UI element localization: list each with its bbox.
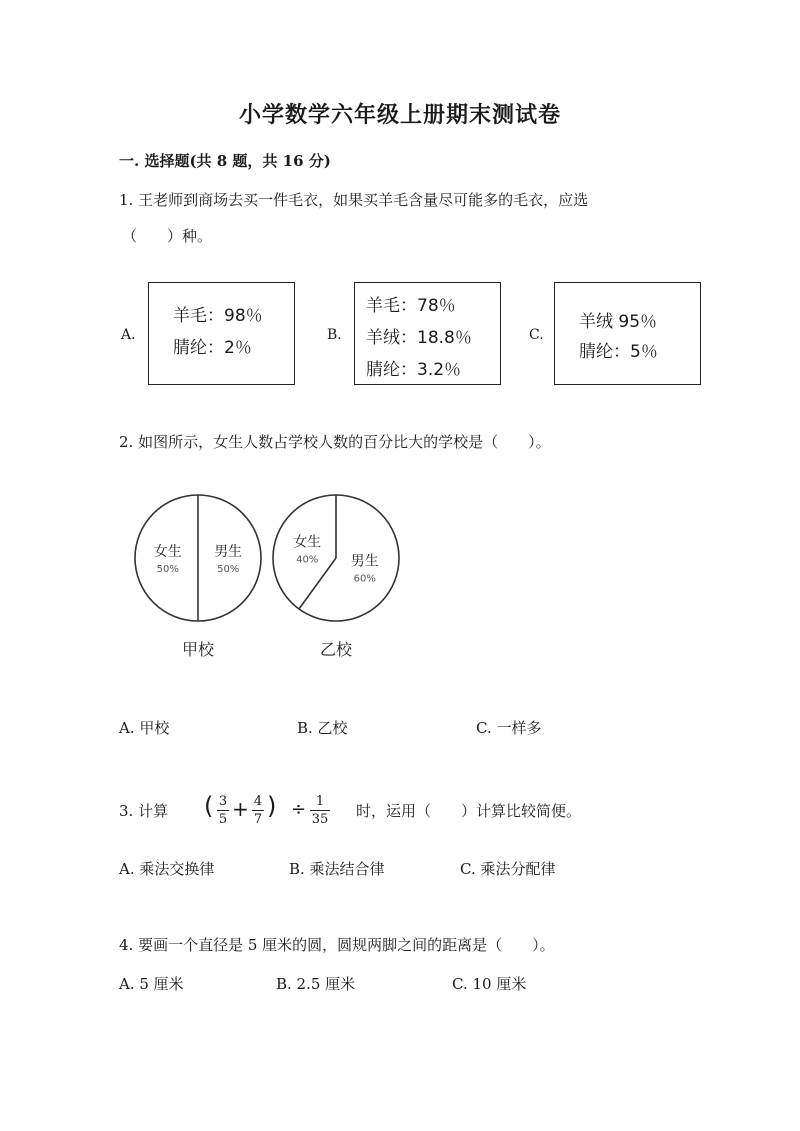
slice-percent-label: 60% <box>353 573 376 585</box>
fraction-numerator: 3 <box>218 794 228 809</box>
slice-name-label: 男生 <box>350 553 379 570</box>
q1-option-b-box <box>354 282 501 385</box>
q1-c-line-1: 羊绒 95％ <box>579 312 658 332</box>
fraction-numerator: 4 <box>253 794 263 809</box>
slice-name-label: 女生 <box>293 534 322 551</box>
slice-percent-label: 50% <box>156 564 179 575</box>
question-1-blank: （ ）种。 <box>122 227 213 245</box>
fraction-denominator: 7 <box>253 812 263 827</box>
section-heading: 一. 选择题(共 8 题，共 16 分) <box>119 152 331 170</box>
q1-a-line-2: 腈纶：2％ <box>173 338 252 358</box>
question-2-text: 2. 如图所示，女生人数占学校人数的百分比大的学校是（ ）。 <box>119 433 551 451</box>
slice-percent-label: 50% <box>217 564 240 575</box>
q1-option-c-box <box>554 282 701 385</box>
q4-option-a: A. 5 厘米 <box>119 975 184 993</box>
q4-option-c: C. 10 厘米 <box>452 975 527 993</box>
pie-title: 乙校 <box>319 640 353 659</box>
q4-option-b: B. 2.5 厘米 <box>276 975 356 993</box>
page-title: 小学数学六年级上册期末测试卷 <box>238 102 561 128</box>
question-4-text: 4. 要画一个直径是 5 厘米的圆，圆规两脚之间的距离是（ ）。 <box>119 936 555 954</box>
fraction-denominator: 35 <box>311 812 329 827</box>
q3-option-c: C. 乘法分配律 <box>460 860 556 878</box>
fraction-denominator: 5 <box>218 812 228 827</box>
q1-b-line-2: 羊绒：18.8％ <box>366 328 472 348</box>
fraction-4-7 <box>252 794 264 827</box>
q1-b-line-1: 羊毛：78％ <box>366 296 456 316</box>
slice-name-label: 女生 <box>153 544 182 560</box>
fraction-1-35 <box>310 794 330 827</box>
question-3-prefix: 3. 计算 <box>119 802 169 820</box>
question-1-text: 1. 王老师到商场去买一件毛衣，如果买羊毛含量尽可能多的毛衣，应选 <box>119 191 589 209</box>
q1-c-line-2: 腈纶：5％ <box>579 342 658 362</box>
slice-name-label: 男生 <box>214 544 243 560</box>
q1-option-b-label: B. <box>327 327 342 343</box>
pie-chart-yixiao <box>273 495 399 659</box>
pie-charts <box>120 480 420 670</box>
q2-option-a: A. 甲校 <box>119 719 170 737</box>
q1-option-c-label: C. <box>529 327 544 343</box>
fraction-numerator: 1 <box>315 794 325 809</box>
left-paren: ( <box>204 792 214 820</box>
q1-a-line-1: 羊毛：98％ <box>173 306 263 326</box>
question-3-suffix: 时，运用（ ）计算比较简便。 <box>356 802 582 820</box>
slice-percent-label: 40% <box>296 554 319 566</box>
divide-sign: ÷ <box>291 799 307 820</box>
q3-option-a: A. 乘法交换律 <box>119 860 215 878</box>
pie-title: 甲校 <box>181 640 215 659</box>
q1-option-a-box <box>148 282 295 385</box>
fraction-3-5 <box>217 794 229 827</box>
q1-option-a-label: A. <box>121 327 136 343</box>
q3-option-b: B. 乘法结合律 <box>289 860 385 878</box>
q1-b-line-3: 腈纶：3.2％ <box>366 360 462 380</box>
right-paren: ) <box>267 792 277 820</box>
q2-option-b: B. 乙校 <box>297 719 348 737</box>
pie-chart-jiaxiao <box>135 495 261 659</box>
plus-sign: + <box>232 797 249 821</box>
q2-option-c: C. 一样多 <box>476 719 542 737</box>
